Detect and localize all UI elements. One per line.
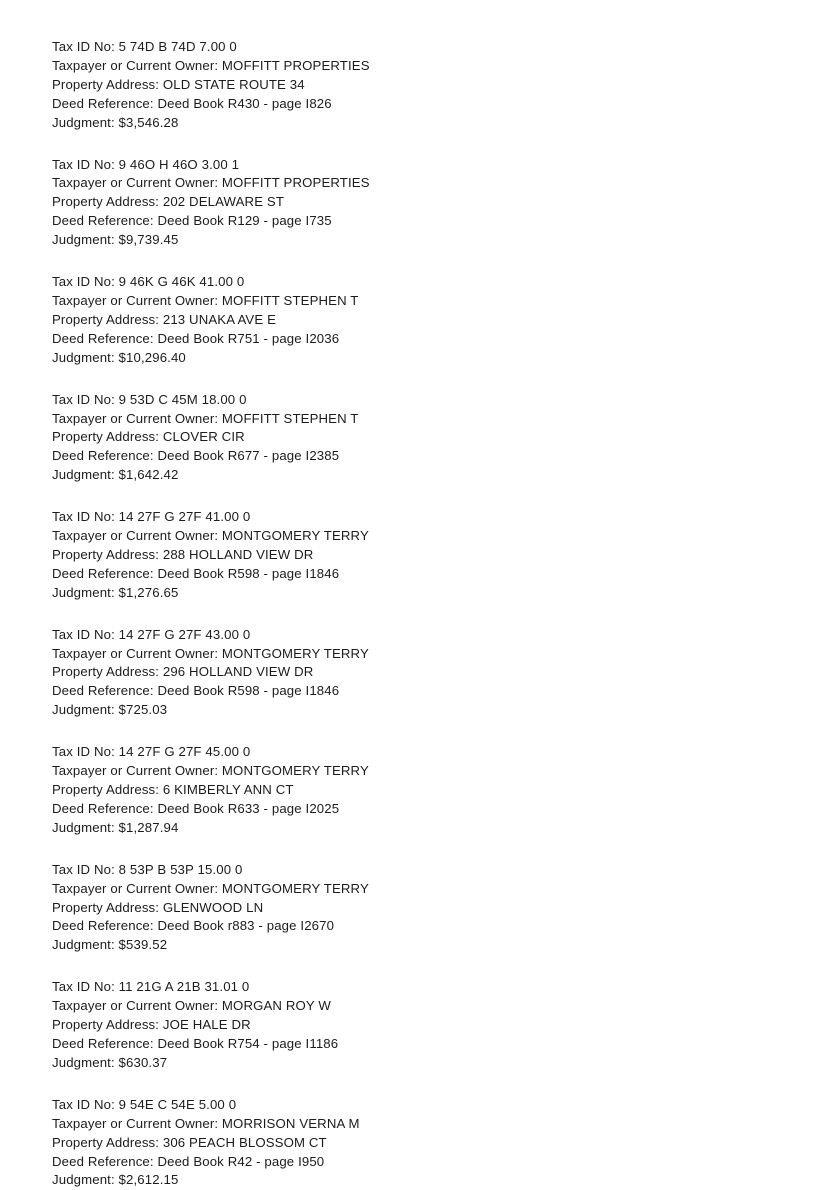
judgment-line: Judgment: $2,612.15 bbox=[52, 1172, 179, 1188]
owner-line: Taxpayer or Current Owner: MORGAN ROY W bbox=[52, 998, 331, 1014]
tax-record bbox=[52, 626, 788, 721]
tax-id-line: Tax ID No: 14 27F G 27F 43.00 0 bbox=[52, 626, 251, 642]
deed-reference-line: Deed Reference: Deed Book R598 - page I1846 bbox=[52, 683, 340, 699]
owner-line: Taxpayer or Current Owner: MOFFITT STEPHEN T bbox=[52, 292, 359, 308]
tax-id-line: Tax ID No: 14 27F G 27F 41.00 0 bbox=[52, 509, 251, 525]
property-address-line: Property Address: OLD STATE ROUTE 34 bbox=[52, 76, 305, 92]
judgment-line: Judgment: $10,296.40 bbox=[52, 349, 186, 365]
tax-record bbox=[52, 156, 788, 251]
property-address-line: Property Address: JOE HALE DR bbox=[52, 1017, 251, 1033]
owner-line: Taxpayer or Current Owner: MORRISON VERNA M bbox=[52, 1115, 360, 1131]
judgment-line: Judgment: $3,546.28 bbox=[52, 114, 179, 130]
deed-reference-line: Deed Reference: Deed Book R42 - page I950 bbox=[52, 1153, 325, 1169]
tax-record bbox=[52, 273, 788, 368]
tax-id-line: Tax ID No: 11 21G A 21B 31.01 0 bbox=[52, 979, 250, 995]
deed-reference-line: Deed Reference: Deed Book R751 - page I2036 bbox=[52, 330, 340, 346]
owner-line: Taxpayer or Current Owner: MONTGOMERY TERRY bbox=[52, 763, 369, 779]
tax-record bbox=[52, 391, 788, 486]
tax-id-line: Tax ID No: 9 46O H 46O 3.00 1 bbox=[52, 156, 240, 172]
judgment-line: Judgment: $1,276.65 bbox=[52, 584, 179, 600]
tax-id-line: Tax ID No: 8 53P B 53P 15.00 0 bbox=[52, 861, 243, 877]
tax-record bbox=[52, 861, 788, 956]
property-address-line: Property Address: 202 DELAWARE ST bbox=[52, 194, 285, 210]
deed-reference-line: Deed Reference: Deed Book R129 - page I735 bbox=[52, 213, 332, 229]
owner-line: Taxpayer or Current Owner: MOFFITT PROPERTIES bbox=[52, 57, 370, 73]
judgment-line: Judgment: $9,739.45 bbox=[52, 232, 179, 248]
owner-line: Taxpayer or Current Owner: MOFFITT STEPHEN T bbox=[52, 410, 359, 426]
property-address-line: Property Address: 213 UNAKA AVE E bbox=[52, 311, 277, 327]
tax-record-list bbox=[52, 38, 788, 1190]
judgment-line: Judgment: $539.52 bbox=[52, 937, 168, 953]
judgment-line: Judgment: $1,287.94 bbox=[52, 819, 179, 835]
deed-reference-line: Deed Reference: Deed Book R754 - page I1186 bbox=[52, 1035, 339, 1051]
tax-id-line: Tax ID No: 9 53D C 45M 18.00 0 bbox=[52, 391, 247, 407]
owner-line: Taxpayer or Current Owner: MONTGOMERY TERRY bbox=[52, 645, 369, 661]
owner-line: Taxpayer or Current Owner: MOFFITT PROPERTIES bbox=[52, 175, 370, 191]
property-address-line: Property Address: GLENWOOD LN bbox=[52, 899, 264, 915]
tax-id-line: Tax ID No: 5 74D B 74D 7.00 0 bbox=[52, 39, 237, 54]
tax-id-line: Tax ID No: 9 46K G 46K 41.00 0 bbox=[52, 274, 245, 290]
deed-reference-line: Deed Reference: Deed Book R598 - page I1846 bbox=[52, 565, 340, 581]
judgment-line: Judgment: $1,642.42 bbox=[52, 467, 179, 483]
deed-reference-line: Deed Reference: Deed Book r883 - page I2670 bbox=[52, 918, 335, 934]
property-address-line: Property Address: CLOVER CIR bbox=[52, 429, 245, 445]
deed-reference-line: Deed Reference: Deed Book R677 - page I2385 bbox=[52, 448, 340, 464]
tax-record bbox=[52, 743, 788, 838]
judgment-line: Judgment: $725.03 bbox=[52, 702, 168, 718]
property-address-line: Property Address: 296 HOLLAND VIEW DR bbox=[52, 664, 314, 680]
tax-id-line: Tax ID No: 9 54E C 54E 5.00 0 bbox=[52, 1096, 237, 1112]
property-address-line: Property Address: 6 KIMBERLY ANN CT bbox=[52, 782, 294, 797]
tax-record bbox=[52, 508, 788, 603]
owner-line: Taxpayer or Current Owner: MONTGOMERY TERRY bbox=[52, 528, 369, 544]
deed-reference-line: Deed Reference: Deed Book R633 - page I2025 bbox=[52, 800, 340, 816]
tax-record bbox=[52, 38, 788, 133]
owner-line: Taxpayer or Current Owner: MONTGOMERY TERRY bbox=[52, 880, 369, 896]
tax-record bbox=[52, 978, 788, 1073]
deed-reference-line: Deed Reference: Deed Book R430 - page I826 bbox=[52, 95, 332, 111]
tax-record bbox=[52, 1096, 788, 1190]
property-address-line: Property Address: 306 PEACH BLOSSOM CT bbox=[52, 1134, 327, 1150]
property-address-line: Property Address: 288 HOLLAND VIEW DR bbox=[52, 546, 314, 562]
tax-id-line: Tax ID No: 14 27F G 27F 45.00 0 bbox=[52, 744, 251, 760]
judgment-line: Judgment: $630.37 bbox=[52, 1054, 168, 1070]
